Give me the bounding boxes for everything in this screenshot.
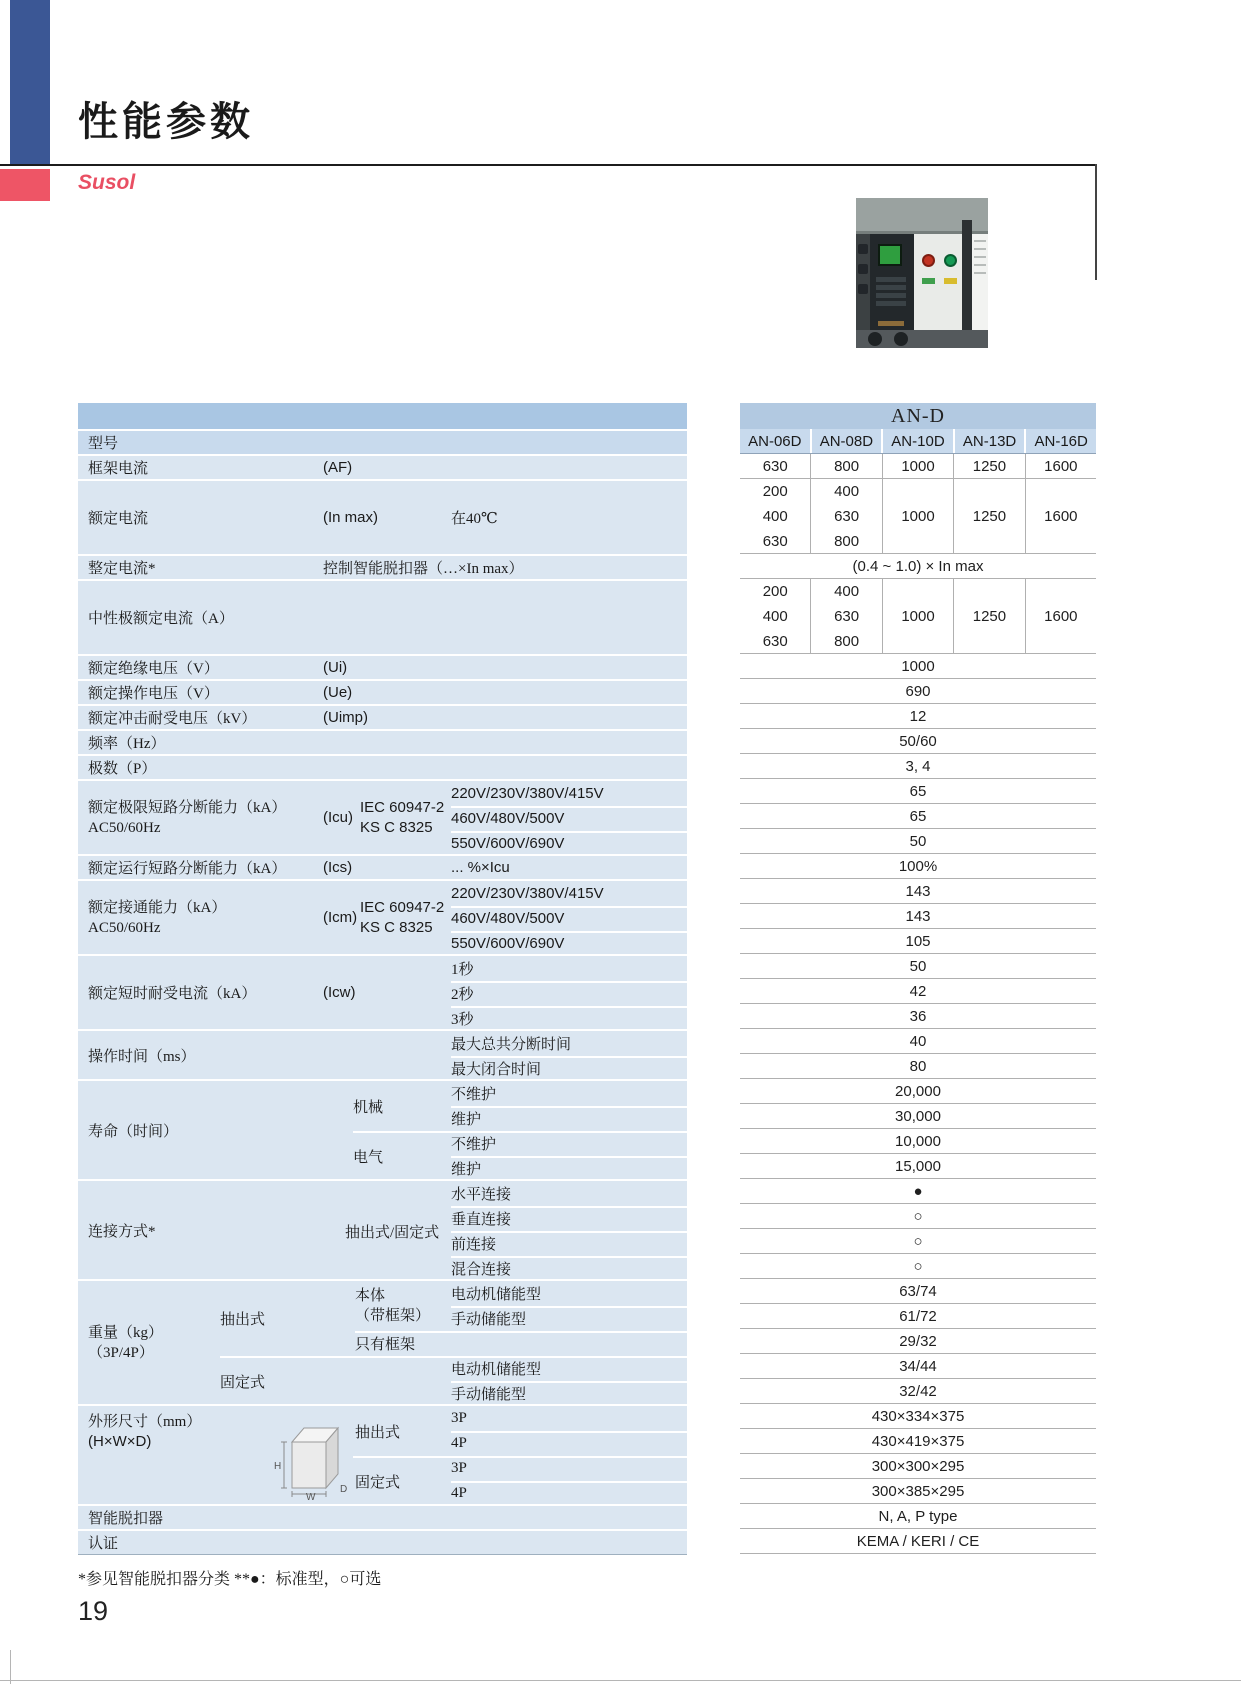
sub-label: 3秒 [451,1012,474,1028]
row-icu [78,779,687,854]
value-row-weight-3 [740,1329,1096,1354]
status-tag-yellow [944,278,957,284]
row-label: 整定电流* [88,561,156,577]
value-cell: 10,000 [895,1132,941,1150]
page-number: 19 [78,1596,109,1626]
row-label: 极数（P） [88,761,157,777]
value-cell: 50 [909,957,927,975]
row-code: (Uimp) [323,709,368,726]
value-cell: 630 [762,457,788,475]
row-connection [78,1179,687,1279]
sub-label: 460V/480V/500V [451,910,565,927]
value-cell: 690 [905,682,931,700]
row-operating-time [78,1029,687,1079]
value-row-icu-1 [740,779,1096,804]
footnote: *参见智能脱扣器分类 **●：标准型，○可选 [78,1571,382,1588]
value-row-weight-1 [740,1279,1096,1304]
value-row-poles [740,754,1096,779]
row-code: (Ui) [323,659,348,676]
value-cell: 300×385×295 [871,1482,965,1500]
value-row-weight-2 [740,1304,1096,1329]
spec-values-table [740,403,1096,1554]
value-cell: 1250 [953,479,1024,553]
on-button [944,254,957,267]
sub-label: 4P [451,1435,467,1451]
value-row-dim-4 [740,1479,1096,1504]
value-row-frame [740,454,1096,479]
value-cell: 300×300×295 [871,1457,965,1475]
row-code: (Icu) [323,809,353,826]
value-cell: 20,000 [895,1082,941,1100]
row-label: 额定短时耐受电流（kA） [88,986,257,1002]
value-row-life-1 [740,1079,1096,1104]
breaker-control-panel [870,234,914,330]
row-setting-current [78,554,687,579]
model-header: AN-06D [748,432,802,450]
svg-text:H: H [274,1461,282,1472]
bottom-left-tick [10,1650,11,1684]
value-row-icm-1 [740,879,1096,904]
sub-label: 3P [451,1410,467,1426]
row-label: 额定绝缘电压（V） [88,661,219,677]
sub-label: 1秒 [451,962,474,978]
spec-label-table [78,403,687,1555]
value-cell: 15,000 [895,1157,941,1175]
value-row-ics [740,854,1096,879]
row-label: 框架电流 [88,461,149,477]
value-row-trip [740,1504,1096,1529]
sub-label: 不维护 [451,1087,497,1103]
value-row-dim-1 [740,1404,1096,1429]
value-row-setting [740,554,1096,579]
standard-mark: ● [913,1182,923,1200]
row-insulation-voltage [78,654,687,679]
series-title: AN-D [740,403,1096,429]
sub-label: 最大闭合时间 [451,1062,542,1078]
row-model [78,429,687,454]
sub-label: 最大总共分断时间 [451,1037,572,1053]
row-code: 抽出式/固定式 [345,1224,440,1241]
value-row-dim-3 [740,1454,1096,1479]
model-header: AN-08D [810,429,882,453]
value-cell: 50/60 [899,732,937,750]
group-label: 机械 [353,1099,384,1116]
value-row-icw-1 [740,954,1096,979]
value-row-life-4 [740,1154,1096,1179]
value-row-icm-3 [740,929,1096,954]
row-label: 认证 [88,1536,119,1552]
value-cell: 1000 [901,657,935,675]
value-cell: 29/32 [899,1332,937,1350]
breaker-display-screen [878,244,902,266]
sub-label: 维护 [451,1112,482,1128]
row-label: 操作时间（ms） [88,1048,196,1065]
row-neutral-current [78,579,687,654]
value-row-life-2 [740,1104,1096,1129]
value-row-icu-3 [740,829,1096,854]
sub-label: 550V/600V/690V [451,835,565,852]
value-row-icm-2 [740,904,1096,929]
row-code: (Ue) [323,684,353,701]
value-row-ue [740,679,1096,704]
optional-mark: ○ [913,1232,923,1250]
value-cell: 36 [909,1007,927,1025]
sub-label: 电动机储能型 [451,1287,542,1303]
row-trip-unit [78,1504,687,1529]
value-cell: 12 [909,707,927,725]
value-cell: 1000 [882,579,953,653]
row-label: 额定运行短路分断能力（kA） [88,861,287,877]
model-header-row [740,429,1096,454]
row-impulse-voltage [78,704,687,729]
svg-text:D: D [340,1484,348,1495]
group-label: 固定式 [355,1474,401,1491]
breaker-hinges [856,234,870,330]
model-header: AN-16D [1024,429,1096,453]
sub-label: 手动储能型 [451,1387,527,1403]
sub-label: 3P [451,1460,467,1476]
sub-group-label: 本体 （带框架） [355,1288,431,1324]
row-icm [78,879,687,954]
value-row-ui [740,654,1096,679]
sub-label: 手动储能型 [451,1312,527,1328]
status-tag-green [922,278,935,284]
row-label: 额定电流 [88,511,149,527]
page-title: 性能参数 [78,100,254,144]
value-row-life-3 [740,1129,1096,1154]
sub-label: 前连接 [451,1237,497,1253]
row-label: 额定接通能力（kA） AC50/60Hz [88,899,227,936]
value-row-dim-2 [740,1429,1096,1454]
row-poles [78,754,687,779]
value-row-optime-2 [740,1054,1096,1079]
sub-label: 460V/480V/500V [451,810,565,827]
corner-accent-block [10,0,50,165]
value-cell: 30,000 [895,1107,941,1125]
value-cell: (0.4 ~ 1.0) × In max [852,557,984,575]
row-icw [78,954,687,1029]
left-header-bar [78,403,687,429]
row-operating-voltage [78,679,687,704]
value-cell: N, A, P type [878,1507,958,1525]
svg-text:W: W [306,1492,316,1500]
model-header: AN-13D [953,429,1025,453]
sub-label: 不维护 [451,1137,497,1153]
value-row-icw-2 [740,979,1096,1004]
row-frame-current [78,454,687,479]
value-cell: 430×419×375 [871,1432,965,1450]
row-standard: IEC 60947-2 KS C 8325 [360,898,445,936]
brand-accent-bar [0,169,50,201]
value-cell: 34/44 [899,1357,937,1375]
value-row-weight-5 [740,1379,1096,1404]
row-weight [78,1279,687,1404]
value-row-icw-3 [740,1004,1096,1029]
bottom-rule [0,1680,1241,1681]
value-cell: 200 400 630 [762,482,788,550]
value-cell: 50 [909,832,927,850]
row-label: 频率（Hz） [88,736,166,752]
value-row-rated [740,479,1096,554]
breaker-nameplate [878,321,904,326]
value-cell: 1250 [953,454,1024,478]
row-code: 控制智能脱扣器（…×In max） [323,561,524,577]
row-life [78,1079,687,1179]
value-cell: 40 [909,1032,927,1050]
sub-label: 垂直连接 [451,1212,512,1228]
off-button [922,254,935,267]
row-dimensions [78,1404,687,1504]
value-cell: 61/72 [899,1307,937,1325]
group-label: 抽出式 [355,1424,401,1441]
row-label: 中性极额定电流（A） [88,611,234,627]
value-cell: 430×334×375 [871,1407,965,1425]
title-rule [0,164,1097,166]
row-code: (Icm) [323,909,358,926]
row-label: 寿命（时间） [88,1123,179,1140]
value-cell: 1600 [1025,479,1096,553]
value-row-icu-2 [740,804,1096,829]
row-rated-current [78,479,687,554]
value-cell: KEMA / KERI / CE [856,1532,980,1550]
value-cell: 100% [898,857,938,875]
row-code: (In max) [323,509,379,526]
sub-label: 220V/230V/380V/415V [451,785,604,802]
row-code: (Ics) [323,859,353,876]
breaker-front-face [914,234,962,330]
value-row-conn-2 [740,1204,1096,1229]
value-cell: 1000 [882,454,953,478]
row-label: 连接方式* [88,1223,156,1240]
value-row-freq [740,729,1096,754]
sub-label: 220V/230V/380V/415V [451,885,604,902]
value-cell: 65 [909,782,927,800]
row-label: 外形尺寸（mm） (H×W×D) [88,1414,202,1450]
value-row-conn-4 [740,1254,1096,1279]
sub-label: 混合连接 [451,1262,512,1278]
sub-label: 维护 [451,1162,482,1178]
optional-mark: ○ [913,1257,923,1275]
value-cell: 143 [905,882,931,900]
row-label: 智能脱扣器 [88,1511,164,1527]
value-cell: 1250 [953,579,1024,653]
breaker-keypad [876,274,906,308]
row-label: 额定操作电压（V） [88,686,219,702]
value-cell: 42 [909,982,927,1000]
row-ics [78,854,687,879]
value-row-optime-1 [740,1029,1096,1054]
sub-label: 4P [451,1485,467,1501]
value-cell: 63/74 [899,1282,937,1300]
value-row-cert [740,1529,1096,1554]
value-cell: 1000 [882,479,953,553]
row-label: 额定极限短路分断能力（kA） AC50/60Hz [88,799,287,836]
row-standard: IEC 60947-2 KS C 8325 [360,798,445,836]
value-cell: 400 630 800 [810,479,881,553]
group-label: 电气 [353,1149,384,1166]
value-cell: 400 630 800 [810,579,881,653]
value-cell: 32/42 [899,1382,937,1400]
value-cell: 200 400 630 [762,582,788,650]
value-cell: 1600 [1025,454,1096,478]
row-code: (Icw) [323,984,356,1001]
brand-logo: Susol [78,171,136,194]
row-certification [78,1529,687,1554]
value-row-uimp [740,704,1096,729]
value-row-conn-3 [740,1229,1096,1254]
optional-mark: ○ [913,1207,923,1225]
row-label: 额定冲击耐受电压（kV） [88,711,257,727]
breaker-handle-slot [962,220,972,330]
value-cell: 65 [909,807,927,825]
value-cell: 1600 [1025,579,1096,653]
value-cell: 80 [909,1057,927,1075]
group-label: 抽出式 [220,1312,266,1328]
value-row-conn-1 [740,1179,1096,1204]
sub-group-label: 只有框架 [355,1337,416,1353]
group-label: 固定式 [220,1374,266,1391]
row-label: 型号 [88,436,119,452]
sub-label: 2秒 [451,987,474,1003]
sub-label: 电动机储能型 [451,1362,542,1378]
row-note: ... %×Icu [451,859,510,876]
value-cell: 3, 4 [905,757,931,775]
value-cell: 105 [905,932,931,950]
title-rule-stub [1095,164,1097,280]
row-frequency [78,729,687,754]
model-header: AN-10D [881,429,953,453]
value-row-neutral [740,579,1096,654]
value-row-weight-4 [740,1354,1096,1379]
sub-label: 水平连接 [451,1187,512,1203]
breaker-rating-label [972,234,988,330]
value-cell: 143 [905,907,931,925]
row-code: (AF) [323,459,353,476]
value-cell: 800 [810,454,881,478]
breaker-base [856,330,988,348]
row-label: 重量（kg） （3P/4P） [88,1324,164,1361]
row-note: 在40℃ [451,511,498,527]
sub-label: 550V/600V/690V [451,935,565,952]
product-photo [856,198,988,348]
